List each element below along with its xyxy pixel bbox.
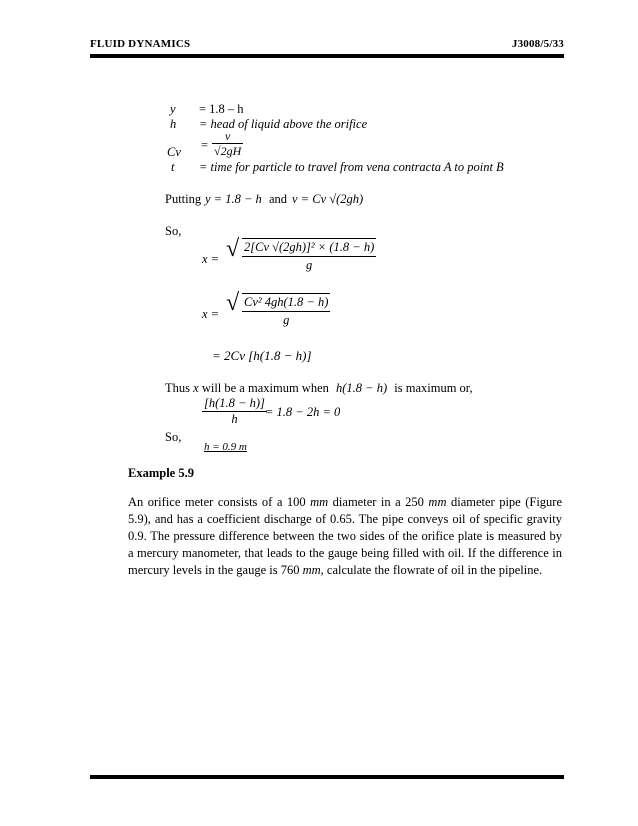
putting-and: and (269, 192, 288, 206)
header-title: FLUID DYNAMICS (90, 38, 191, 50)
def-text-t: = time for particle to travel from vena contracta A to point B (199, 160, 504, 174)
footer-rule (90, 775, 564, 779)
eq-a-num: 2[Cv √(2gh)]² × (1.8 − h) (242, 239, 376, 257)
putting-label: Putting (165, 192, 202, 206)
example-unit-2: mm (428, 495, 447, 509)
deriv-rhs: = 1.8 − 2h = 0 (265, 405, 341, 419)
example-text-4: , calculate the flowrate of oil in the pipeline. (320, 563, 543, 577)
result-eq: h = 0.9 m (204, 443, 247, 452)
example-text-2: diameter in a 250 (328, 495, 429, 509)
example-title: Example 5.9 (128, 466, 194, 480)
def-text-y: = 1.8 – h (199, 102, 244, 116)
def-frac-cv (212, 129, 243, 158)
thus-text (165, 381, 473, 396)
eq-c: = 2Cv [h(1.8 − h)] (212, 348, 312, 363)
eq-b-num: Cv² 4gh(1.8 − h) (242, 294, 330, 312)
def-frac-cv-num: v (212, 129, 243, 144)
example-text-1: An orifice meter consists of a 100 (128, 495, 311, 509)
eq-a-fraction (242, 238, 376, 274)
thus-mid: will be a maximum when (201, 381, 329, 395)
deriv-den: h (231, 412, 238, 426)
thus-expr: h(1.8 − h) (336, 381, 388, 395)
eq-b-radical: √ (226, 290, 240, 316)
eq-a-den: g (306, 258, 313, 272)
deriv-num: [h(1.8 − h)] (204, 396, 265, 410)
example-paragraph (128, 494, 562, 579)
eq-a-lhs: x = (202, 252, 220, 266)
def-text-h: = head of liquid above the orifice (199, 117, 368, 131)
deriv-fraction (202, 396, 267, 427)
putting-eq-v: v = Cv √(2gh) (292, 192, 364, 206)
def-symbol-t: t (171, 160, 175, 174)
putting-eq-y: y = 1.8 − h (205, 192, 262, 206)
eq-b-lhs: x = (202, 307, 220, 321)
def-frac-cv-den: √2gH (214, 144, 242, 158)
thus-post: is maximum or, (394, 381, 473, 395)
so-label-2: So, (165, 430, 182, 444)
def-symbol-h: h (170, 117, 177, 131)
eq-b-den: g (283, 313, 290, 327)
def-eq-cv: = (201, 138, 209, 152)
eq-b-fraction (242, 293, 330, 329)
def-symbol-y: y (170, 102, 176, 116)
eq-a-radical: √ (226, 236, 240, 262)
example-unit-1: mm (310, 495, 329, 509)
thus-pre: Thus (165, 381, 190, 395)
example-unit-3: mm (302, 563, 321, 577)
so-label-1: So, (165, 224, 182, 238)
thus-x: x (193, 381, 199, 395)
header-page-code: J3008/5/33 (511, 38, 564, 50)
example-text-3: diameter pipe (Figure 5.9), and has a coefficient discharge of 0.65. The pipe conveys oil of specific gravity 0.9. The pressure difference between the two sides of the orifice plate is measured by a mercury manometer, that leads to the gauge being filled with oil. If the difference in mercury levels in the gauge is 760 (128, 495, 563, 577)
header-rule (90, 54, 564, 58)
def-symbol-cv: Cv (167, 145, 181, 159)
